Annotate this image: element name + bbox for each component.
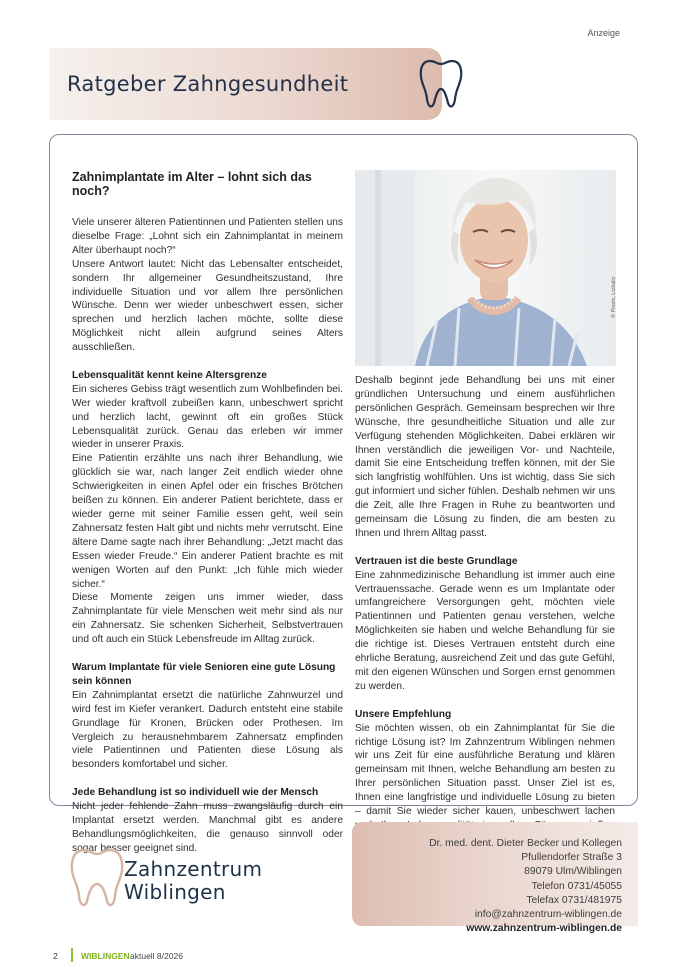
paragraph-gap	[72, 647, 343, 661]
footer-brand: WIBLINGEN	[81, 951, 130, 961]
footer-divider	[71, 948, 73, 962]
section-heading: Unsere Empfehlung	[355, 708, 452, 720]
article-right-column	[355, 374, 615, 875]
logo-text-line2: Wiblingen	[124, 880, 226, 904]
section-heading: Warum Implantate für viele Senioren eine gute Lösung sein können	[72, 661, 336, 687]
paragraph-gap	[72, 355, 343, 369]
paragraph-gap	[355, 541, 615, 555]
tooth-icon	[418, 57, 464, 111]
paragraph-gap	[355, 694, 615, 708]
contact-street: Pfullendorfer Straße 3	[521, 852, 622, 864]
clinic-logo	[60, 836, 290, 916]
paragraph-gap	[72, 772, 343, 786]
photo-illustration	[355, 170, 616, 366]
section-heading: Vertrauen ist die beste Grundlage	[355, 555, 518, 567]
senior-woman-photo	[355, 170, 616, 366]
footer-issue: aktuell 8/2026	[130, 951, 183, 961]
contact-city: 89079 Ulm/Wiblingen	[524, 866, 622, 878]
contact-name: Dr. med. dent. Dieter Becker und Kollegen	[429, 838, 622, 849]
body-paragraph: Eine Patientin erzählte uns nach ihrer Behandlung, wie glücklich sie war, nach langer Zeit endlich wieder ohne Schwierigkeiten in einen Apfel oder ein frisches Brötchen beißen zu können. Ein anderer Patient berichtete, dass er wieder gerne mit seiner Familie essen geht, weil sein Zahnersatz festen Halt gibt und nichts mehr verrutscht. Eine ältere Dame sagte nach ihrer Behandlung: „Jetzt macht das Essen wieder Freude.“ Ein anderer Patient brachte es mit wenigen Worten auf den Punkt: „Ich fühle mich wieder sicher.“	[72, 453, 343, 590]
section-heading: Lebensqualität kennt keine Altersgrenze	[72, 369, 267, 381]
page-title: Ratgeber Zahngesundheit	[67, 72, 349, 96]
contact-block	[429, 837, 622, 936]
body-paragraph: Ein Zahnimplantat ersetzt die natürliche Zahnwurzel und wird fest im Kiefer verankert. Dadurch entsteht eine stabile Grundlage für Kronen, Brücken oder Prothesen. Im Vergleich zu herausnehmbarem Zahnersatz empfinden viele Patientinnen und Patienten diese Lösung als besonders komfortabel und sicher.	[72, 689, 343, 771]
contact-fax: Telefax 0731/481975	[526, 894, 622, 906]
body-paragraph: Diese Momente zeigen uns immer wieder, dass Zahnimplantate für viele Menschen weit mehr sind als nur ein Zahnersatz. Sie schenken Sicherheit, Selbstvertrauen und oft auch ein Stück Lebensfreude im Alltag zurück.	[72, 592, 343, 646]
advertisement-label: Anzeige	[587, 28, 620, 38]
page-number: 2	[53, 951, 58, 961]
website-link[interactable]: www.zahnzentrum-wiblingen.de	[466, 923, 622, 935]
body-paragraph: Unsere Antwort lautet: Nicht das Lebensalter entscheidet, sondern Ihr allgemeiner Gesundheitszustand, Ihre individuelle Situation und vor allem Ihre persönlichen Wünsche. Denn wer wieder unbeschwert essen, sicher sprechen und herzlich lachen möchte, sollte diese Möglichkeit nicht allein aufgrund seines Alters ausschließen.	[72, 258, 343, 354]
photo-credit: © Pixels, Lizkaliz	[611, 276, 617, 318]
body-paragraph: Eine zahnmedizinische Behandlung ist immer auch eine Vertrauenssache. Gerade wenn es um Implantate oder umfangreichere Versorgungen geht, möchten viele Patientinnen und Patienten genau verstehen, welche Möglichkeiten sie haben und welche Behandlung für sie die richtige ist. Dieses Vertrauen entsteht durch eine ehrliche Beratung, ausreichend Zeit und das gute Gefühl, mit den eigenen Wünschen und Sorgen ernst genommen zu werden.	[355, 569, 615, 692]
logo-tooth-icon	[68, 844, 126, 912]
body-paragraph: Ein sicheres Gebiss trägt wesentlich zum Wohlbefinden bei. Wer wieder kraftvoll zubeißen kann, unbeschwert spricht und herzlich lacht, gewinnt oft ein großes Stück Lebensqualität zurück. Genau das erleben wir immer wieder in unserer Praxis.	[72, 383, 343, 451]
body-paragraph: Deshalb beginnt jede Behandlung bei uns mit einer gründlichen Untersuchung und einem ausführlichen persönlichen Gespräch. Gemeinsam besprechen wir Ihre Wünsche, Ihre gesundheitliche Situation und alle zur Verfügung stehenden Möglichkeiten. Dabei erklären wir Ihnen verständlich die jeweiligen Vor- und Nachteile, damit Sie eine Entscheidung treffen können, mit der Sie sich langfristig wohlfühlen. Uns ist wichtig, dass Sie sich gut informiert und sicher fühlen. Deshalb nehmen wir uns die Zeit, alle Ihre Fragen in Ruhe zu beantworten und gemeinsam die Lösung zu finden, die am besten zu Ihnen und Ihrem Alltag passt.	[355, 375, 615, 539]
logo-text-line1: Zahnzentrum	[124, 857, 263, 881]
body-paragraph: Viele unserer älteren Patientinnen und Patienten stellen uns dieselbe Frage: „Lohnt sich ein Zahnimplantat in meinem Alter überhaupt noch?“	[72, 217, 343, 256]
body-paragraph: Sie möchten wissen, ob ein Zahnimplantat für Sie die richtige Lösung ist? Im Zahnzentrum Wiblingen nehmen wir uns Zeit für eine ausführliche Beratung und klären gemeinsam mit Ihnen, welche Behandlung am besten zu Ihrer persönlichen Situation passt. Unser Ziel ist es, Ihnen eine langfristige und individuelle Lösung zu bieten – damit Sie wieder sicher kauen, unbeschwert lachen	[355, 722, 615, 818]
page-footer	[53, 951, 58, 961]
contact-email-link[interactable]: info@zahnzentrum-wiblingen.de	[474, 909, 622, 921]
body-paragraph: Nicht jeder fehlende Zahn muss zwangsläufig durch ein Implantat ersetzt werden. Manchmal gibt es andere Behandlungsmöglichkeiten, die genauso sinnvoll oder sogar besser geeignet sind.	[72, 801, 343, 854]
contact-phone[interactable]: Telefon 0731/45055	[531, 880, 622, 892]
article-left-column	[72, 170, 343, 856]
article-title: Zahnimplantate im Alter – lohnt sich das noch?	[72, 170, 312, 198]
section-heading: Jede Behandlung ist so individuell wie der Mensch	[72, 787, 319, 799]
